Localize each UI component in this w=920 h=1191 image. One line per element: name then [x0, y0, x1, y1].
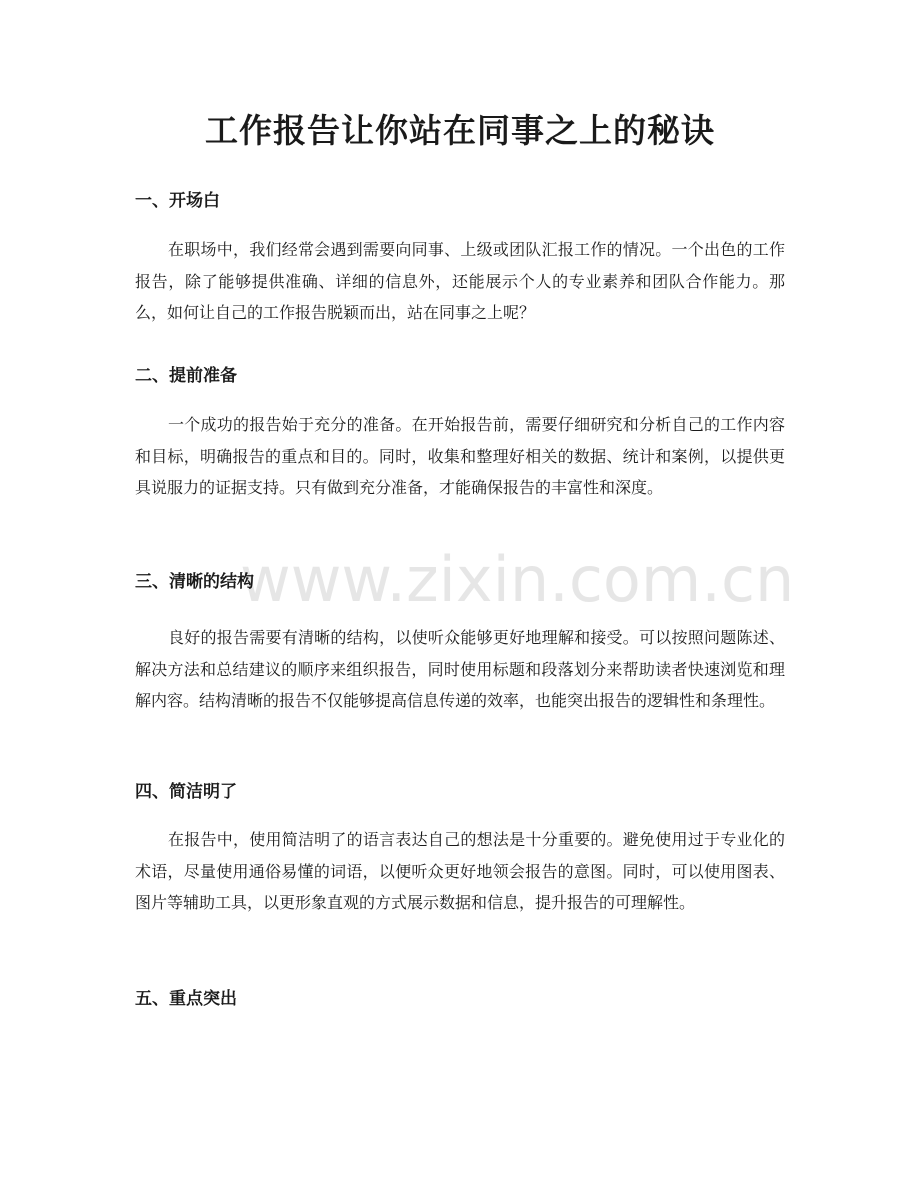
section-heading-opening: 一、开场白 [135, 191, 220, 211]
document-title: 工作报告让你站在同事之上的秘诀 [205, 111, 715, 150]
section-heading-concise: 四、简洁明了 [135, 782, 237, 802]
section-body-preparation: 一个成功的报告始于充分的准备。在开始报告前，需要仔细研究和分析自己的工作内容和目标，明确报告的重点和目的。同时，收集和整理好相关的数据、统计和案例，以提供更具说服力的证据支持。只有做到充分准备，才能确保报告的丰富性和深度。 [135, 415, 785, 497]
section-body-structure: 良好的报告需要有清晰的结构，以使听众能够更好地理解和接受。可以按照问题陈述、解决方法和总结建议的顺序来组织报告，同时使用标题和段落划分来帮助读者快速浏览和理解内容。结构清晰的报告不仅能够提高信息传递的效率，也能突出报告的逻辑性和条理性。 [135, 628, 785, 710]
section-body-opening: 在职场中，我们经常会遇到需要向同事、上级或团队汇报工作的情况。一个出色的工作报告，除了能够提供准确、详细的信息外，还能展示个人的专业素养和团队合作能力。那么，如何让自己的工作报告脱颖而出，站在同事之上呢？ [135, 240, 785, 322]
section-heading-preparation: 二、提前准备 [135, 366, 237, 386]
section-heading-highlight: 五、重点突出 [135, 989, 237, 1009]
section-heading-structure: 三、清晰的结构 [135, 572, 254, 592]
watermark: www.zixin.com.cn [240, 543, 795, 616]
section-body-concise: 在报告中，使用简洁明了的语言表达自己的想法是十分重要的。避免使用过于专业化的术语，尽量使用通俗易懂的词语，以便听众更好地领会报告的意图。同时，可以使用图表、图片等辅助工具，以更形象直观的方式展示数据和信息，提升报告的可理解性。 [135, 830, 785, 912]
